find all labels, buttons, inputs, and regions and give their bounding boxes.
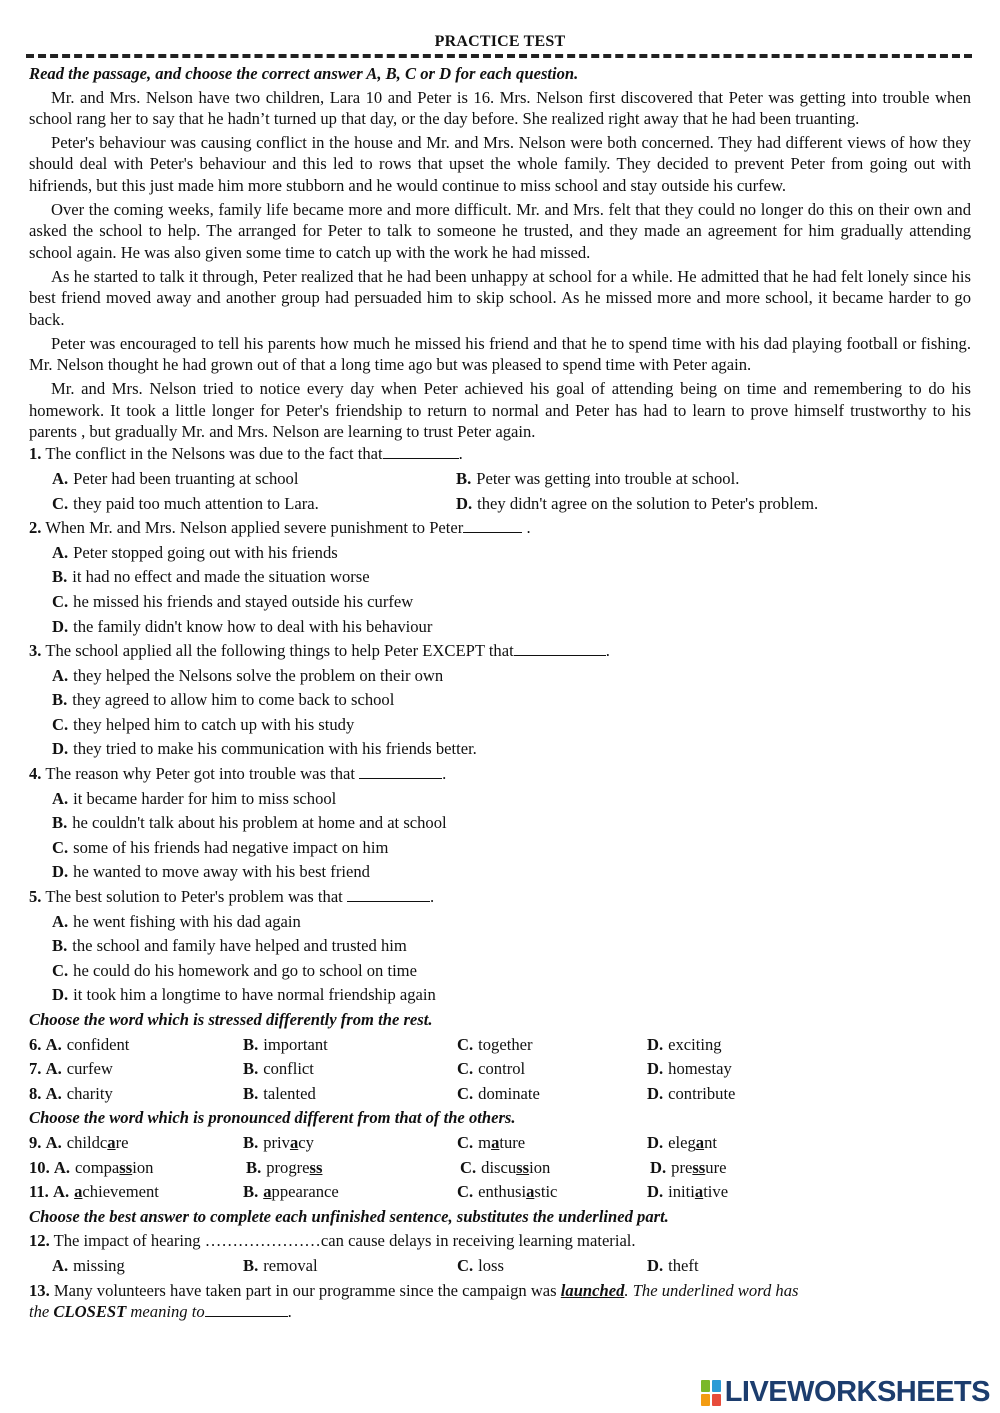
- question-10: [29, 1156, 971, 1181]
- passage-paragraph-6: Mr. and Mrs. Nelson tried to notice every day when Peter achieved his goal of attending being on time and remembering to do his homework. It took a little longer for Peter's friendship to return to normal and Peter has had to learn to prove himself trustworthy to his parents , but gradually Mr. and Mrs. Nelson are learning to trust Peter again.: [29, 379, 971, 442]
- question-stem: The best solution to Peter's problem was that: [45, 887, 347, 907]
- question-8: [29, 1082, 971, 1107]
- option-a[interactable]: 10. A. compassion: [29, 1157, 154, 1177]
- option-a[interactable]: 11. A. achievement: [29, 1182, 159, 1202]
- option-d[interactable]: D. it took him a longtime to have normal friendship again: [52, 985, 436, 1005]
- question-stem: When Mr. and Mrs. Nelson applied severe punishment to Peter: [45, 518, 464, 538]
- option-c[interactable]: C. mature: [457, 1132, 526, 1152]
- worksheet-content: [29, 62, 971, 1323]
- option-c[interactable]: C. control: [457, 1059, 526, 1079]
- option-d[interactable]: D. they didn't agree on the solution to Peter's problem.: [456, 493, 819, 513]
- answer-blank[interactable]: [463, 518, 522, 533]
- passage-paragraph-4: As he started to talk it through, Peter realized that he had been unhappy at school for a while. He admitted that he had felt lonely since his best friend moved away and another group had persuaded him to skip school. As he missed more and more school, it became harder to go back.: [29, 266, 971, 329]
- option-a[interactable]: A. he went fishing with his dad again: [52, 911, 301, 931]
- option-c[interactable]: C. they paid too much attention to Lara.: [52, 493, 319, 513]
- option-a[interactable]: 6. A. confident: [29, 1034, 130, 1054]
- option-b[interactable]: B. appearance: [243, 1182, 339, 1202]
- option-b[interactable]: B. progress: [246, 1157, 323, 1177]
- option-b[interactable]: B. conflict: [243, 1059, 314, 1079]
- question-stem: The reason why Peter got into trouble was that: [45, 764, 360, 784]
- question-7: [29, 1057, 971, 1082]
- option-a[interactable]: A. missing: [52, 1255, 125, 1275]
- option-d[interactable]: D. exciting: [647, 1034, 722, 1054]
- option-c[interactable]: C. he could do his homework and go to school on time: [52, 960, 417, 980]
- question-5: 5. The best solution to Peter's problem was that .: [29, 887, 435, 907]
- question-1: 1. The conflict in the Nelsons was due to the fact that .: [29, 444, 463, 464]
- question-stem: The school applied all the following things to help Peter EXCEPT that: [45, 641, 514, 661]
- question-3: 3. The school applied all the following things to help Peter EXCEPT that .: [29, 641, 610, 661]
- option-d[interactable]: D. he wanted to move away with his best friend: [52, 862, 370, 882]
- passage-paragraph-2: Peter's behaviour was causing conflict in the house and Mr. and Mrs. Nelson were both concerned. They had different views of how they should deal with Peter's behaviour and this led to rows that upset the whole family. They decided to prevent Peter from going out with hifriends, but this just made him more stubborn and he would continue to miss school and stay outside his curfew.: [29, 133, 971, 195]
- option-d[interactable]: D. the family didn't know how to deal with his behaviour: [52, 616, 433, 636]
- answer-blank[interactable]: [383, 444, 459, 459]
- question-1-options-ab: [29, 467, 971, 492]
- question-12: 12. The impact of hearing …………………can cause delays in receiving learning material.: [29, 1231, 636, 1251]
- underlined-word: launched: [560, 1280, 625, 1300]
- option-a[interactable]: A. they helped the Nelsons solve the problem on their own: [52, 665, 444, 685]
- option-a[interactable]: 9. A. childcare: [29, 1132, 129, 1152]
- option-a[interactable]: 8. A. charity: [29, 1083, 113, 1103]
- option-b[interactable]: B. removal: [243, 1255, 318, 1275]
- option-d[interactable]: D. they tried to make his communication with his friends better.: [52, 739, 477, 759]
- stress-instruction: Choose the word which is stressed differently from the rest.: [29, 1010, 433, 1029]
- option-c[interactable]: C. together: [457, 1034, 533, 1054]
- answer-blank[interactable]: [205, 1302, 288, 1317]
- page-title: PRACTICE TEST: [434, 33, 566, 50]
- option-c[interactable]: C. loss: [457, 1255, 504, 1275]
- passage-paragraph-3: Over the coming weeks, family life became more and more difficult. Mr. and Mrs. felt that they could no longer do this on their own and asked the school to help. The arranged for Peter to talk to someone he trusted, and they made an agreement for him gradually attending school again. He was also given some time to catch up with the work he had missed.: [29, 200, 971, 262]
- question-2: 2. When Mr. and Mrs. Nelson applied severe punishment to Peter .: [29, 518, 531, 538]
- option-c[interactable]: C. discussion: [460, 1157, 551, 1177]
- question-number: 1.: [29, 444, 42, 464]
- question-1-options-cd: [29, 492, 971, 517]
- option-a[interactable]: A. it became harder for him to miss school: [52, 788, 337, 808]
- option-b[interactable]: B. the school and family have helped and trusted him: [52, 936, 407, 956]
- question-stem: The conflict in the Nelsons was due to the fact that: [45, 444, 383, 464]
- completion-instruction: Choose the best answer to complete each unfinished sentence, substitutes the underlined part.: [29, 1206, 669, 1226]
- option-d[interactable]: D. elegant: [647, 1132, 717, 1152]
- option-b[interactable]: B. privacy: [243, 1132, 314, 1152]
- option-d[interactable]: D. homestay: [647, 1059, 732, 1079]
- question-12-options: [29, 1254, 971, 1279]
- dashed-divider: [26, 54, 972, 58]
- answer-blank[interactable]: [359, 764, 442, 779]
- option-b[interactable]: B. Peter was getting into trouble at school.: [456, 468, 740, 488]
- question-9: [29, 1131, 971, 1156]
- question-13: 13. Many volunteers have taken part in our programme since the campaign was launched. The underlined word has the CLOSEST meaning to .: [29, 1280, 799, 1322]
- logo-icon: [701, 1380, 721, 1406]
- option-b[interactable]: B. they agreed to allow him to come back to school: [52, 690, 395, 710]
- question-6: [29, 1033, 971, 1058]
- answer-blank[interactable]: [347, 887, 430, 902]
- option-b[interactable]: B. he couldn't talk about his problem at home and at school: [52, 813, 447, 833]
- answer-blank[interactable]: [514, 641, 606, 656]
- option-c[interactable]: C. dominate: [457, 1083, 540, 1103]
- option-c[interactable]: C. enthusiastic: [457, 1182, 558, 1202]
- pronunciation-instruction: Choose the word which is pronounced different from that of the others.: [29, 1108, 516, 1128]
- option-c[interactable]: C. he missed his friends and stayed outside his curfew: [52, 591, 414, 611]
- liveworksheets-logo[interactable]: [701, 1376, 990, 1409]
- logo-text: LIVEWORKSHEETS: [724, 1376, 990, 1408]
- option-d[interactable]: D. contribute: [647, 1083, 736, 1103]
- option-b[interactable]: B. talented: [243, 1083, 316, 1103]
- question-11: [29, 1180, 971, 1205]
- option-b[interactable]: B. it had no effect and made the situation worse: [52, 567, 370, 587]
- question-4: 4. The reason why Peter got into trouble was that .: [29, 764, 447, 784]
- option-d[interactable]: D. initiative: [647, 1182, 729, 1202]
- option-c[interactable]: C. some of his friends had negative impact on him: [52, 837, 389, 857]
- option-c[interactable]: C. they helped him to catch up with his study: [52, 714, 355, 734]
- option-a[interactable]: A. Peter stopped going out with his friends: [52, 542, 338, 562]
- passage-paragraph-5: Peter was encouraged to tell his parents how much he missed his friend and that he to spend time with his dad playing football or fishing. Mr. Nelson thought he had grown out of that a long time ago but was pleased to spend time with Peter again.: [29, 333, 971, 375]
- question-stem: The impact of hearing …………………can cause delays in receiving learning material.: [53, 1231, 636, 1251]
- reading-instruction: Read the passage, and choose the correct answer A, B, C or D for each question.: [29, 64, 579, 83]
- option-d[interactable]: D. pressure: [650, 1157, 727, 1177]
- option-a[interactable]: A. Peter had been truanting at school: [52, 468, 299, 488]
- option-d[interactable]: D. theft: [647, 1255, 699, 1275]
- option-a[interactable]: 7. A. curfew: [29, 1059, 113, 1079]
- passage-paragraph-1: Mr. and Mrs. Nelson have two children, Lara 10 and Peter is 16. Mrs. Nelson first discovered that Peter was getting into trouble when school rang her to say that he hadn’t turned up that day, or the day before. She realized right away that he had been truanting.: [29, 87, 971, 128]
- option-b[interactable]: B. important: [243, 1034, 328, 1054]
